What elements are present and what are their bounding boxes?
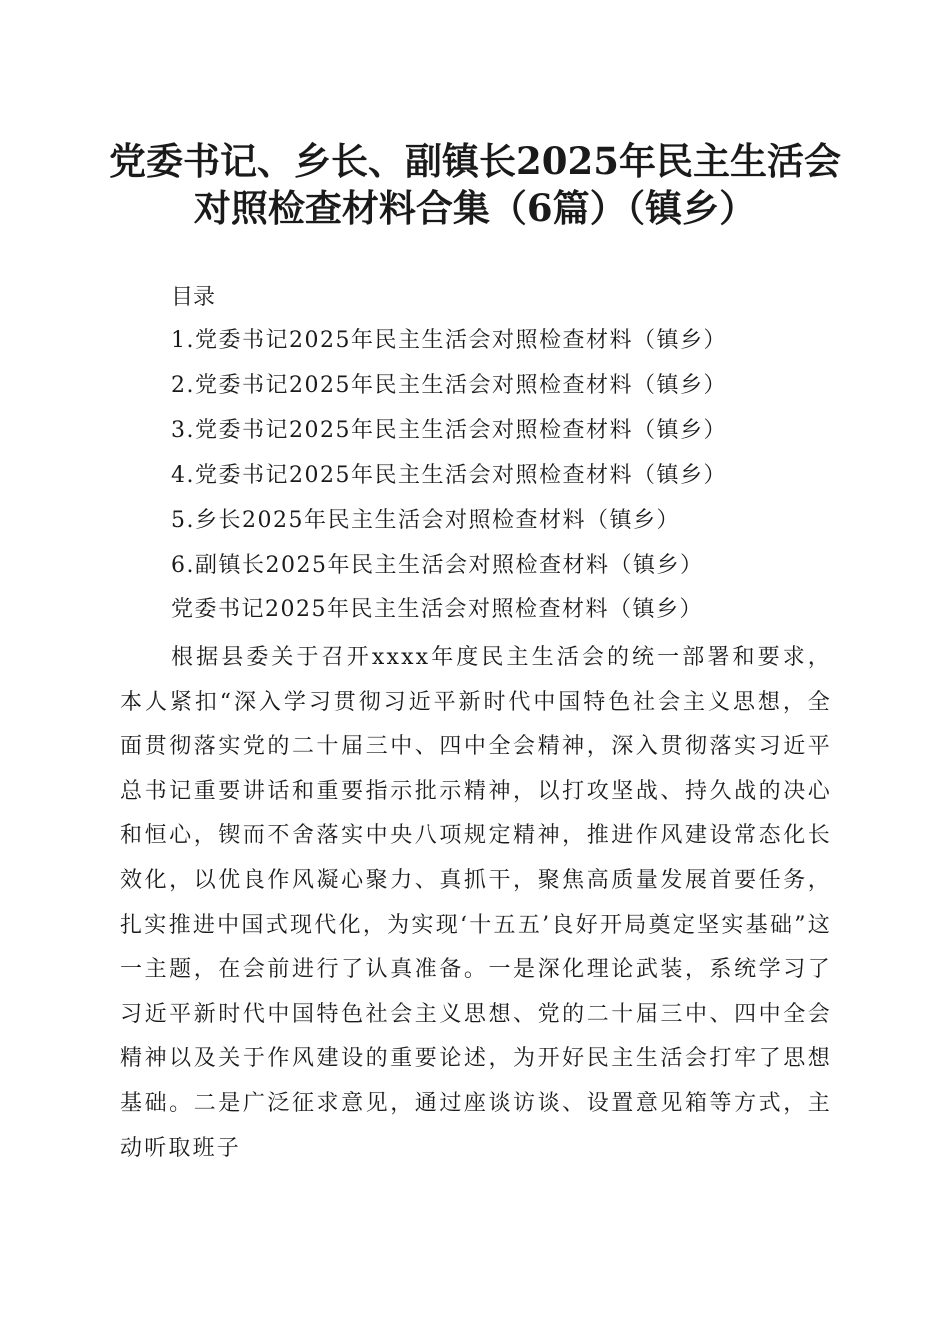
toc-item: 3.党委书记2025年民主生活会对照检查材料（镇乡） [171,418,727,443]
document-title-line-2: 对照检查材料合集（6篇）（镇乡） [193,186,757,230]
document-title-line-1: 党委书记、乡长、副镇长2025年民主生活会 [109,139,841,183]
toc-list [171,326,727,596]
toc-item: 6.副镇长2025年民主生活会对照检查材料（镇乡） [171,553,704,578]
section-title: 党委书记2025年民主生活会对照检查材料（镇乡） [171,597,703,622]
body-paragraph: 根据县委关于召开xxxx年度民主生活会的统一部署和要求，本人紧扣“深入学习贯彻习近平新时代中国特色社会主义思想，全面贯彻落实党的二十届三中、四中全会精神，深入贯彻落实习近平总书记重要讲话和重要指示批示精神，以打攻坚战、持久战的决心和恒心，锲而不舍落实中央八项规定精神，推进作风建设常态化长效化，以优良作风凝心聚力、真抓干，聚焦高质量发展首要任务，扎实推进中国式现代化，为实现‘十五五’良好开局奠定坚实基础”这一主题，在会前进行了认真准备。一是深化理论武装，系统学习了习近平新时代中国特色社会主义思想、党的二十届三中、四中全会精神以及关于作风建设的重要论述，为开好民主生活会打牢了思想基础。二是广泛征求意见，通过座谈访谈、设置意见箱等方式，主动听取班子 [120,645,832,1161]
toc-item: 2.党委书记2025年民主生活会对照检查材料（镇乡） [171,373,727,398]
toc-heading: 目录 [171,285,216,310]
toc-item: 4.党委书记2025年民主生活会对照检查材料（镇乡） [171,463,727,488]
toc-item: 1.党委书记2025年民主生活会对照检查材料（镇乡） [171,328,727,353]
toc-item: 5.乡长2025年民主生活会对照检查材料（镇乡） [171,508,680,533]
